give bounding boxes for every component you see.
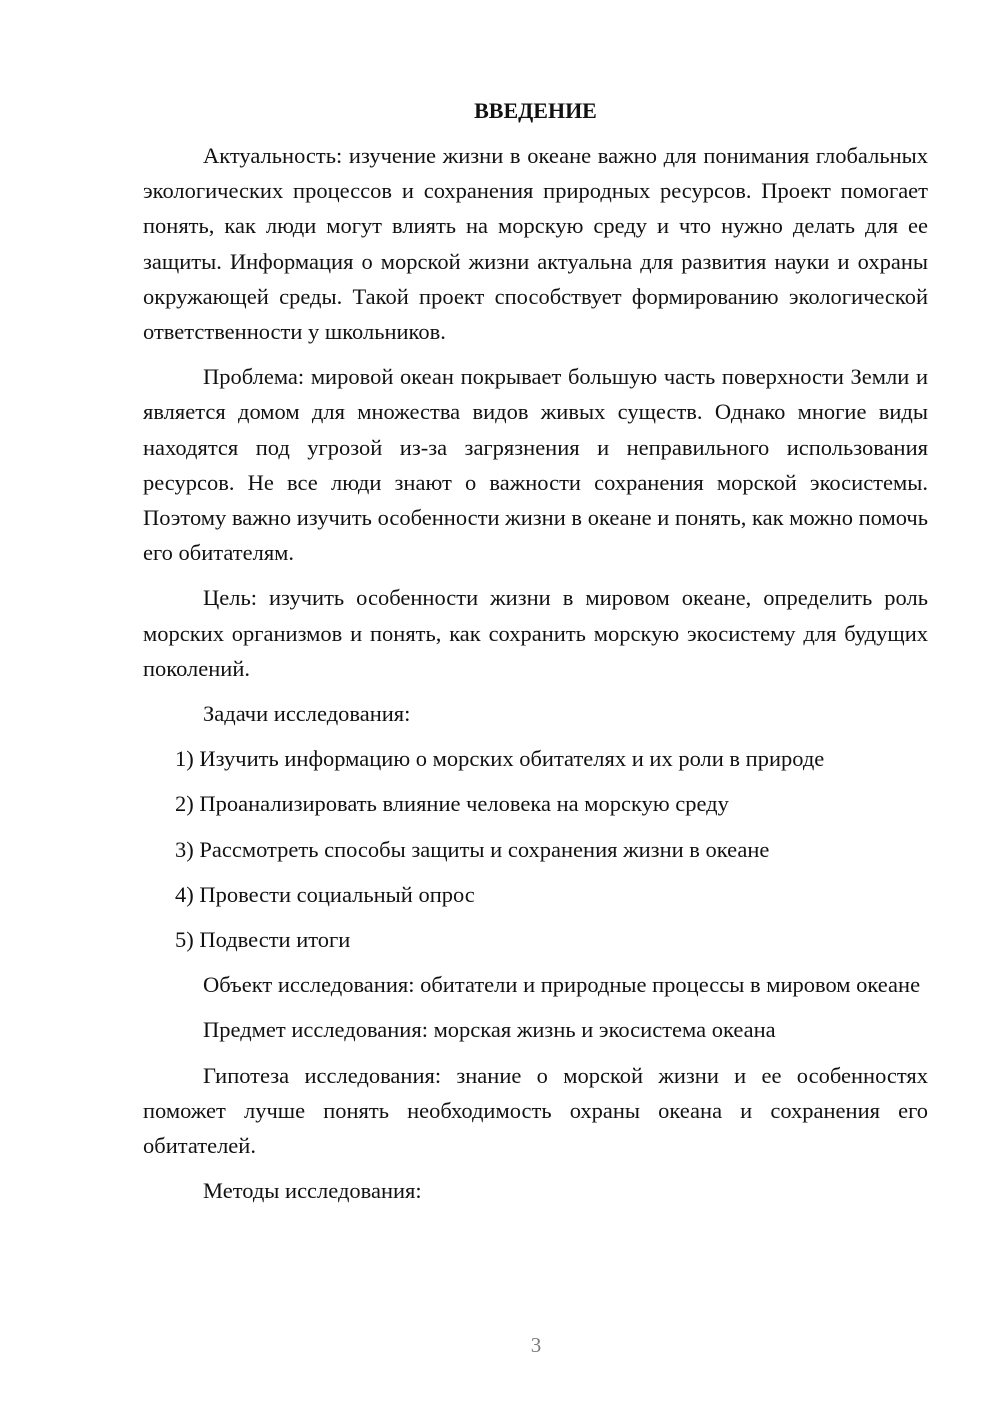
task-item-5: 5) Подвести итоги [175,927,351,953]
paragraph-hypothesis: Гипотеза исследования: знание о морской жизни и ее особенностях поможет лучше понять необходимость охраны океана и сохранения его обитателей. [143,1062,928,1159]
task-list [143,741,928,957]
paragraph-problem: Проблема: мировой океан покрывает большую часть поверхности Земли и является домом для множества видов живых существ. Однако многие виды находятся под угрозой из-за загрязнения и неправильного использования ресурсов. Не все люди знают о важности сохранения морской экосистемы. Поэтому важно изучить особенности жизни в океане и понять, как можно помочь его обитателям. [143,364,928,566]
methods-heading: Методы исследования: [203,1178,422,1204]
paragraph-object: Объект исследования: обитатели и природные процессы в мировом океане [203,972,921,998]
document-page [143,94,928,1218]
tasks-heading: Задачи исследования: [203,701,411,727]
task-item-2: 2) Проанализировать влияние человека на морскую среду [175,791,729,817]
task-item-1: 1) Изучить информацию о морских обитателях и их роли в природе [175,746,825,772]
task-item-4: 4) Провести социальный опрос [175,881,475,907]
paragraph-goal: Цель: изучить особенности жизни в мировом океане, определить роль морских организмов и понять, как сохранить морскую экосистему для будущих поколений. [143,585,928,681]
paragraph-subject: Предмет исследования: морская жизнь и экосистема океана [203,1017,776,1043]
task-item-3: 3) Рассмотреть способы защиты и сохранения жизни в океане [175,836,770,862]
section-title: ВВЕДЕНИЕ [474,98,597,123]
paragraph-relevance: Актуальность: изучение жизни в океане важно для понимания глобальных экологических процессов и сохранения природных ресурсов. Проект помогает понять, как люди могут влиять на морскую среду и что нужно делать для ее защиты. Информация о морской жизни актуальна для развития науки и охраны окружающей среды. Такой проект способствует формированию экологической ответственности у школьников. [143,143,928,345]
page-number: 3 [530,1333,542,1357]
